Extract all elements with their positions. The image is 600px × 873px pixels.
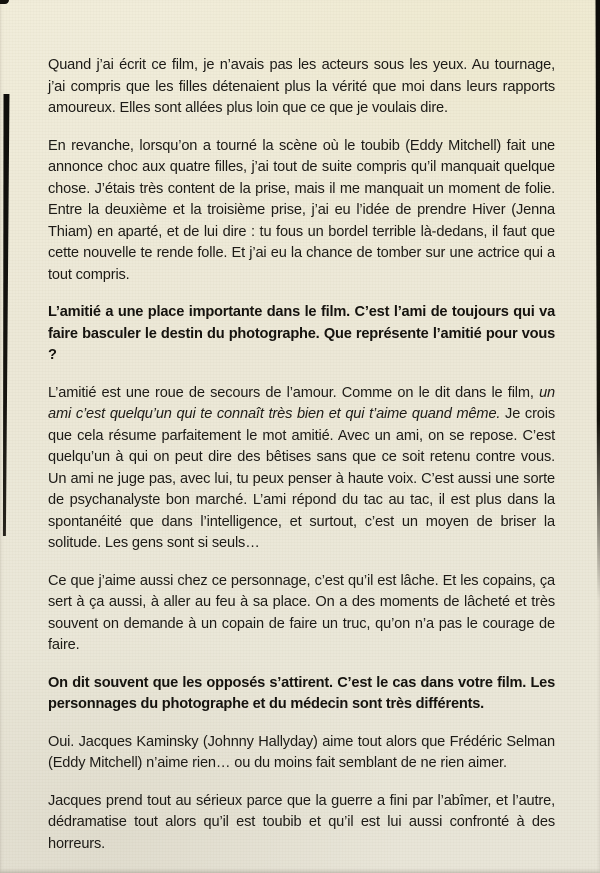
interview-question-1: L’amitié a une place importante dans le film. C’est l’ami de toujours qui va faire basculer le destin du photographe. Que représente l’amitié pour vous ? [48, 304, 555, 363]
answer-paragraph-6: Jacques prend tout au sérieux parce que la guerre a fini par l’abîmer, et l’autre, dédramatise tout alors qu’il est toubib et qu’il est lui aussi confronté à des horreurs. [48, 792, 555, 852]
answer-paragraph-3-end: Je crois que cela résume parfaitement le mot amitié. Avec un ami, on se repose. C’est quelqu’un à qui on peut dire des bêtises sans que ce soit retenu contre vous. Un ami ne juge pas, avec lui, tu peux penser à haute voix. C’est aussi une sorte de psychanalyste bon marché. L’ami répond du tac au tac, il est plus dans la spontanéité que dans l’intelligence, et surtout, c’est un moyen de briser la solitude. Les gens sont si seuls… [48, 406, 555, 551]
film-quote-italic: un ami c’est quelqu’un qui te connaît très bien et qui t’aime quand même. [48, 384, 555, 422]
answer-paragraph-3-start: L’amitié est une roue de secours de l’amour. Comme on le dit dans le film, [48, 384, 540, 401]
answer-paragraph-4: Ce que j’aime aussi chez ce personnage, c’est qu’il est lâche. Et les copains, ça sert à ça aussi, à aller au feu à sa place. On a des moments de lâcheté et très souvent on demande à un copain de faire un truc, qu’on n’a pas le courage de faire. [48, 572, 555, 653]
answer-paragraph-3 [48, 383, 555, 555]
scan-edge-right [594, 0, 600, 600]
answer-paragraph-1: Quand j’ai écrit ce film, je n’avais pas les acteurs sous les yeux. Au tournage, j’ai compris que les filles détenaient plus la vérité que moi dans leurs rapports amoureux. Elles sont allées plus loin que ce que je voulais dire. [48, 57, 555, 116]
interview-question-2: On dit souvent que les opposés s’attirent. C’est le cas dans votre film. Les personnages du photographe et du médecin sont très différents. [48, 674, 555, 712]
interview-text [48, 55, 555, 871]
scan-corner-mark [0, 0, 9, 4]
scan-edge-left [1, 94, 10, 536]
answer-paragraph-2: En revanche, lorsqu’on a tourné la scène où le toubib (Eddy Mitchell) fait une annonce choc aux quatre filles, j’ai tout de suite compris qu’il manquait quelque chose. J’étais très content de la prise, mais il me manquait un moment de folie. Entre la deuxième et la troisième prise, j’ai eu l’idée de prendre Hiver (Jenna Thiam) en aparté, et de lui dire : tu fous un bordel terrible là-dedans, il faut que cette nouvelle te rende folle. Et j’ai eu la chance de tomber sur une actrice qui a tout compris. [48, 137, 555, 283]
answer-paragraph-5: Oui. Jacques Kaminsky (Johnny Hallyday) aime tout alors que Frédéric Selman (Eddy Mitchell) n’aime rien… ou du moins fait semblant de ne rien aimer. [48, 733, 555, 771]
